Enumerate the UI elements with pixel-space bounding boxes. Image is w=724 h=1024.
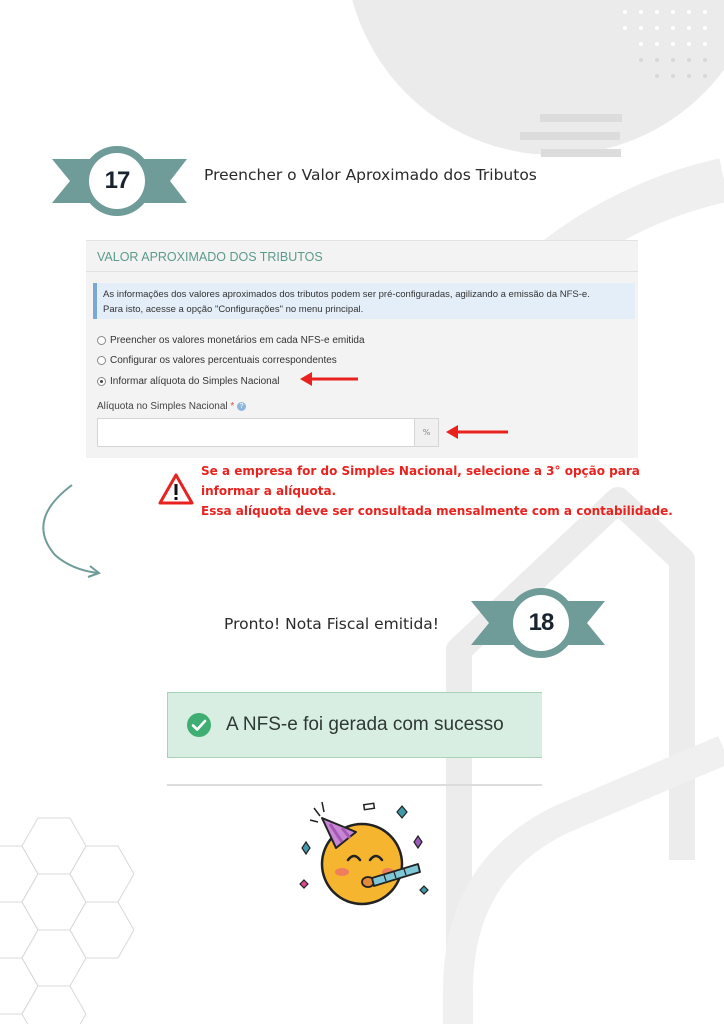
required-marker: * — [230, 401, 235, 412]
step-18-number: 18 — [513, 595, 569, 651]
info-line-2: Para isto, acesse a opção "Configurações" no menu principal. — [103, 304, 364, 315]
warning-line-1: Se a empresa for do Simples Nacional, selecione a 3° opção para — [201, 464, 640, 478]
radio-label: Configurar os valores percentuais correspondentes — [110, 355, 337, 366]
success-message: A NFS-e foi gerada com sucesso — [226, 714, 504, 735]
aliquota-field — [97, 418, 439, 447]
radio-option-simples[interactable] — [97, 376, 280, 387]
check-circle-icon — [186, 712, 212, 738]
success-alert — [167, 692, 542, 758]
success-divider — [167, 784, 542, 786]
party-emoji-icon — [290, 798, 430, 908]
radio-label: Preencher os valores monetários em cada NFS-e emitida — [110, 335, 365, 346]
radio-label: Informar alíquota do Simples Nacional — [110, 376, 280, 387]
radio-icon-selected[interactable] — [97, 377, 106, 386]
warning-message — [201, 461, 673, 521]
aliquota-input[interactable] — [97, 418, 415, 447]
help-icon[interactable]: ? — [237, 402, 246, 411]
warning-triangle-icon — [158, 473, 194, 505]
step-17-number: 17 — [89, 153, 145, 209]
percent-addon: % — [415, 418, 439, 447]
warning-line-3: Essa alíquota deve ser consultada mensalmente com a contabilidade. — [201, 504, 673, 518]
radio-option-monetary[interactable] — [97, 335, 365, 346]
radio-option-percentual[interactable] — [97, 355, 337, 366]
info-line-1: As informações dos valores aproximados dos tributos podem ser pré-configuradas, agilizando a emissão da NFS-e. — [103, 289, 590, 300]
form-section-title: VALOR APROXIMADO DOS TRIBUTOS — [97, 250, 323, 264]
radio-icon[interactable] — [97, 336, 106, 345]
tax-form-panel — [86, 240, 638, 458]
info-alert — [93, 283, 635, 319]
step-18-title: Pronto! Nota Fiscal emitida! — [224, 615, 439, 633]
form-divider — [86, 271, 638, 272]
radio-icon[interactable] — [97, 356, 106, 365]
aliquota-label-text: Alíquota no Simples Nacional — [97, 401, 228, 412]
warning-line-2: informar a alíquota. — [201, 484, 337, 498]
red-arrow-option-icon — [300, 370, 362, 388]
step-17-title: Preencher o Valor Aproximado dos Tributos — [204, 166, 537, 184]
aliquota-label — [97, 401, 246, 412]
red-arrow-input-icon — [446, 423, 510, 441]
